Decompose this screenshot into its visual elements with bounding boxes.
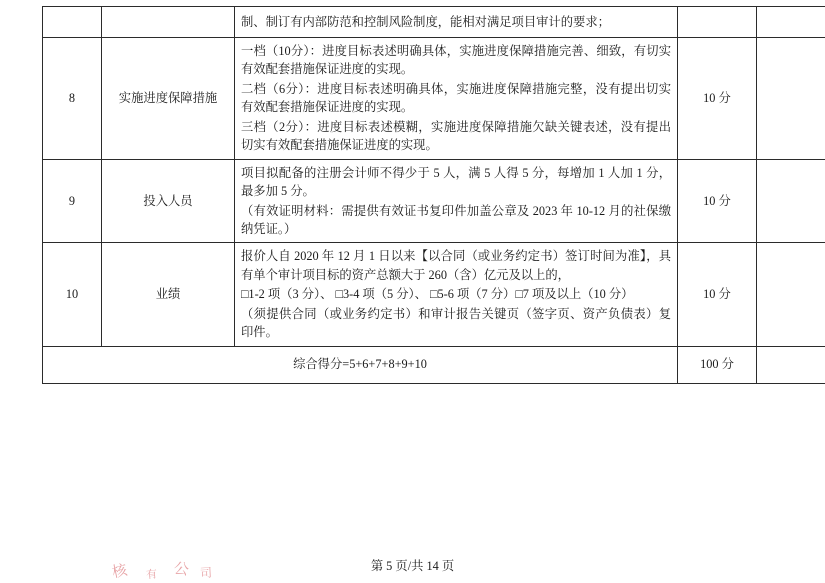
table-row (43, 159, 825, 243)
row-number: 9 (43, 159, 102, 243)
seal-char: 司 (200, 564, 213, 582)
row-item-name (102, 7, 235, 38)
total-remark (757, 346, 825, 383)
description-line: 一档（10分）：进度目标表述明确具体，实施进度保障措施完善、细致，有切实有效配套措施保证进度的实现。 (241, 42, 671, 79)
description-line: （有效证明材料：需提供有效证书复印件加盖公章及 2023 年 10-12 月的社保缴纳凭证。） (241, 202, 671, 239)
row-description (235, 38, 678, 160)
row-remark (757, 243, 825, 346)
row-item-name: 业绩 (102, 243, 235, 346)
total-label: 综合得分=5+6+7+8+9+10 (43, 346, 678, 383)
seal-char: 核 (110, 559, 129, 583)
description-line: 报价人自 2020 年 12 月 1 日以来【以合同（或业务约定书）签订时间为准】，具有单个审计项目标的资产总额大于 260（含）亿元及以上的， (241, 247, 671, 284)
description-line: 项目拟配备的注册会计师不得少于 5 人，满 5 人得 5 分，每增加 1 人加 1 分，最多加 5 分。 (241, 164, 671, 201)
table-total-row (43, 346, 825, 383)
description-line: □1-2 项（3 分）、 □3-4 项（5 分）、 □5-6 项（7 分）□7 项及以上（10 分） (241, 285, 671, 303)
row-number (43, 7, 102, 38)
description-line: 制、制订有内部防范和控制风险制度，能相对满足项目审计的要求； (241, 13, 671, 31)
row-remark (757, 7, 825, 38)
row-remark (757, 159, 825, 243)
table-row (43, 243, 825, 346)
description-line: （须提供合同（或业务约定书）和审计报告关键页（签字页、资产负债表）复印件。 (241, 305, 671, 342)
row-item-name: 实施进度保障措施 (102, 38, 235, 160)
row-description (235, 243, 678, 346)
seal-char: 公 (173, 557, 191, 580)
row-score (678, 7, 757, 38)
row-score: 10 分 (678, 38, 757, 160)
seal-char: 有 (145, 565, 158, 582)
row-score: 10 分 (678, 243, 757, 346)
total-score: 100 分 (678, 346, 757, 383)
table-row (43, 38, 825, 160)
evaluation-score-table (42, 6, 825, 384)
row-number: 8 (43, 38, 102, 160)
description-line: 二档（6分）：进度目标表述明确具体，实施进度保障措施完整，没有提出切实有效配套措施保证进度的实现。 (241, 80, 671, 117)
row-score: 10 分 (678, 159, 757, 243)
row-description (235, 159, 678, 243)
row-remark (757, 38, 825, 160)
row-description (235, 7, 678, 38)
table-row (43, 7, 825, 38)
row-item-name: 投入人员 (102, 159, 235, 243)
description-line: 三档（2分）：进度目标表述模糊，实施进度保障措施欠缺关键表述，没有提出切实有效配套措施保证进度的实现。 (241, 118, 671, 155)
row-number: 10 (43, 243, 102, 346)
page-footer: 第 5 页/共 14 页 (0, 556, 825, 574)
